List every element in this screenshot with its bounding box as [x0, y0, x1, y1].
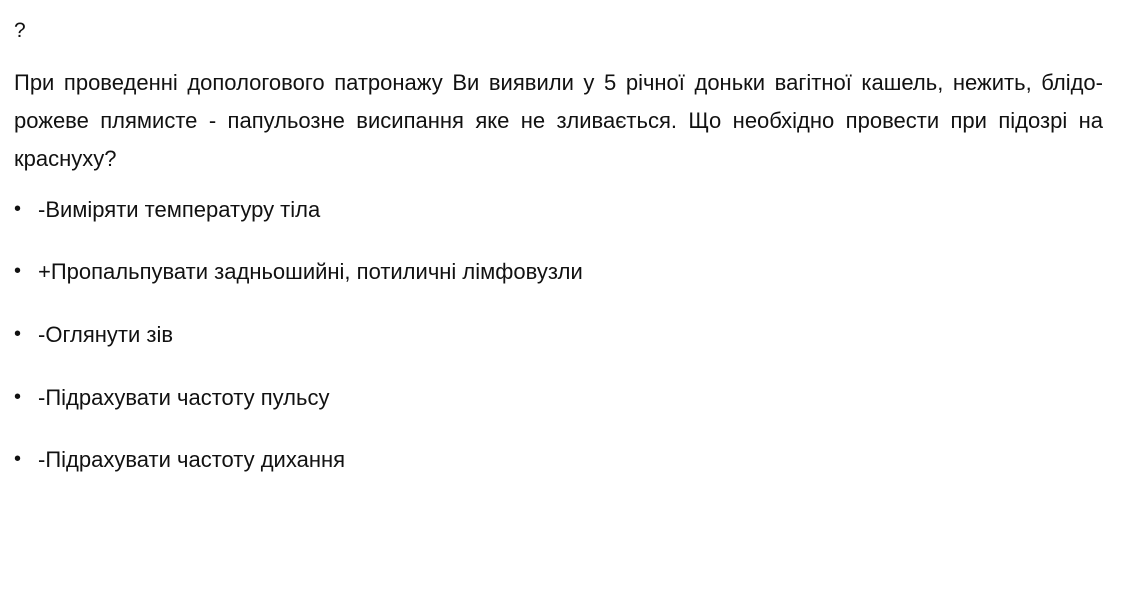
bullet-icon: •	[14, 448, 22, 471]
list-item[interactable]	[14, 258, 1103, 287]
option-label: -Виміряти температуру тіла	[38, 196, 321, 222]
option-label: -Підрахувати частоту пульсу	[38, 384, 330, 410]
bullet-icon: •	[14, 197, 22, 220]
question-text: При проведенні допологового патронажу Ви виявили у 5 річної доньки вагітної кашель, нежить, блідо-рожеве плямисте - папульозне висипання яке не зливається. Що необхідно провести при підозрі на краснуху?	[14, 70, 1103, 171]
list-item[interactable]	[14, 321, 1103, 350]
bullet-icon: •	[14, 322, 22, 345]
bullet-icon: •	[14, 385, 22, 408]
bullet-icon: •	[14, 260, 22, 283]
option-label: +Пропальпувати задньошийні, потиличні лімфовузли	[38, 259, 583, 285]
option-label: -Оглянути зів	[38, 321, 174, 347]
answer-options-list	[14, 196, 1103, 475]
list-item[interactable]	[14, 196, 1103, 225]
question-marker: ?	[14, 19, 26, 42]
list-item[interactable]	[14, 384, 1103, 413]
option-label: -Підрахувати частоту дихання	[38, 447, 346, 473]
list-item[interactable]	[14, 446, 1103, 475]
